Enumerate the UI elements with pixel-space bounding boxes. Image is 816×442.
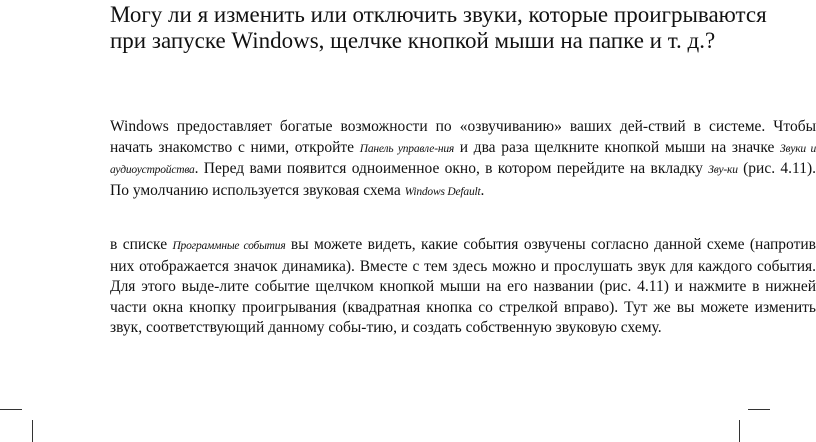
crop-mark-left-vertical	[32, 420, 33, 442]
text-run: .	[480, 181, 485, 199]
text-run: . Перед вами появится одноименное окно, в котором перейдите на вкладку	[194, 160, 709, 177]
ui-term-control-panel: Панель управле-ния	[359, 142, 455, 155]
crop-mark-left-horizontal	[0, 409, 22, 410]
paragraph-events	[110, 235, 816, 339]
ui-term-sounds-audio-devices: Звуки и аудиоустройства	[110, 142, 816, 176]
text-run: и два раза щелкните кнопкой мыши на значке	[454, 138, 781, 156]
ui-term-sounds-tab: Зву-ки	[708, 164, 738, 176]
ui-term-sound-scheme: Windows Default	[404, 185, 481, 198]
crop-mark-right-horizontal	[748, 409, 770, 410]
ui-term-program-events: Программные события	[172, 240, 286, 252]
crop-mark-right-vertical	[739, 420, 740, 442]
page-title: Могу ли я изменить или отключить звуки, которые проигрываются при запуске Windows, щелчке кнопкой мыши на папке и т. д.?	[110, 2, 767, 53]
text-run: (рис. 4.11). По умолчанию используется звуковая схема	[110, 160, 816, 199]
text-run: вы можете видеть, какие события озвучены согласно данной схеме (напротив них отображается значок динамика). Вместе с тем здесь можно и прослушать звук для каждого события. Для этого выде-лите событие щелчком кнопкой мыши на его названии (рис. 4.11) и нажмите в нижней части окна кнопку проигрывания (квадратная кнопка со стрелкой вправо). Тут же вы можете изменить звук, соответствующий данному собы-тию, и создать собственную звуковую схему.	[110, 236, 816, 336]
text-run: в списке	[110, 236, 173, 253]
paragraph-intro	[110, 117, 816, 202]
text-run: Windows предоставляет богатые возможности по «озвучиванию» ваших дей-ствий в системе. Чтобы начать знакомство с ними, откройте	[110, 118, 816, 156]
